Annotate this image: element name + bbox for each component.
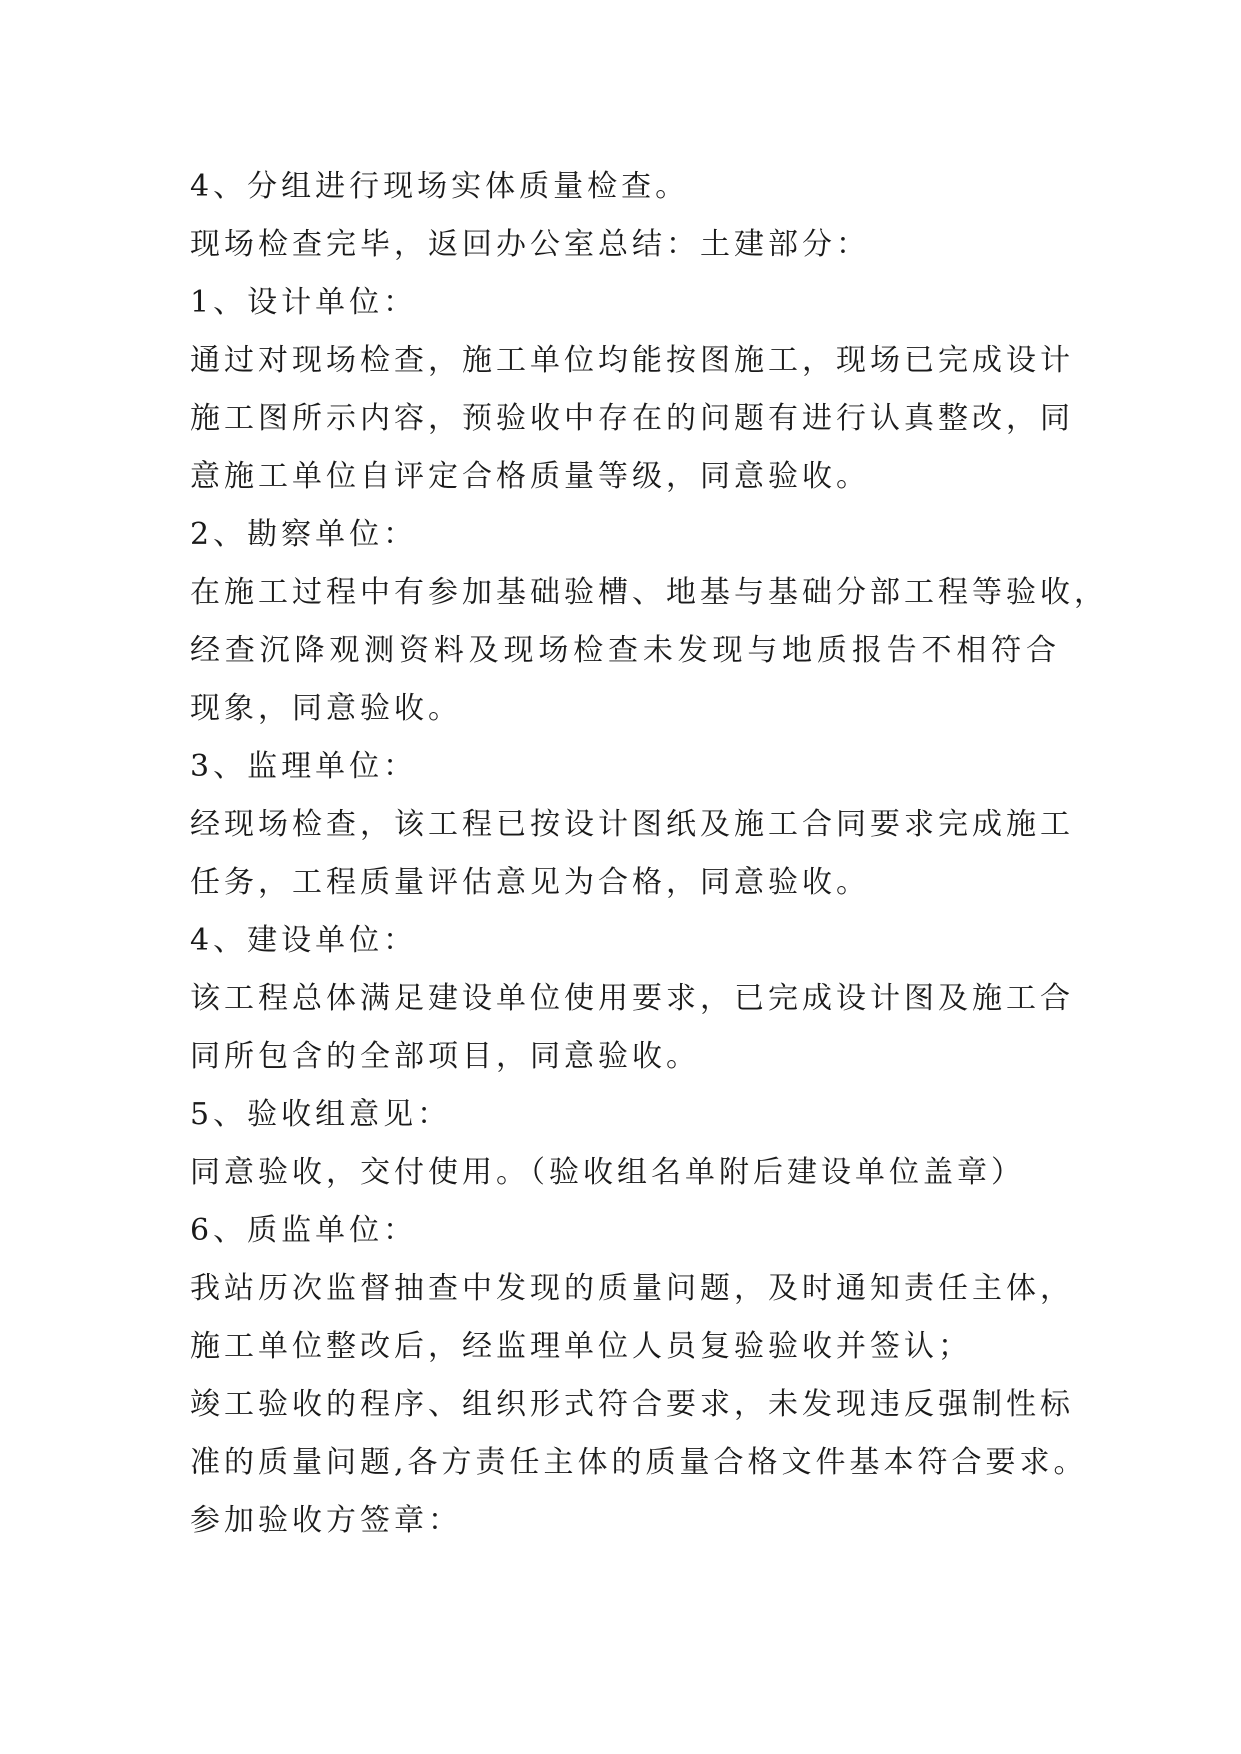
line-item-survey-unit-text-1: 在施工过程中有参加基础验槽、地基与基础分部工程等验收，: [190, 575, 1108, 610]
line-item-acceptance-group-heading: 5、验收组意见：: [190, 1097, 452, 1132]
line-item-quality-supervision-text-1: 我站历次监督抽查中发现的质量问题，及时通知责任主体，: [190, 1271, 1074, 1306]
line-item-supervision-unit-text-1: 经现场检查，该工程已按设计图纸及施工合同要求完成施工: [190, 807, 1074, 842]
line-item-design-unit-text-1: 通过对现场检查，施工单位均能按图施工，现场已完成设计: [190, 343, 1074, 378]
line-item-quality-supervision-text-3: 竣工验收的程序、组织形式符合要求，未发现违反强制性标: [190, 1387, 1074, 1422]
line-item-quality-supervision-text-4: 准的质量问题,各方责任主体的质量合格文件基本符合要求。: [190, 1445, 1088, 1480]
line-item-construction-unit-text-1: 该工程总体满足建设单位使用要求，已完成设计图及施工合: [190, 981, 1074, 1016]
line-item-construction-unit-text-2: 同所包含的全部项目，同意验收。: [190, 1039, 700, 1074]
line-item-construction-unit-heading: 4、建设单位：: [190, 923, 418, 958]
line-item-quality-supervision-heading: 6、质监单位：: [190, 1213, 418, 1248]
line-item-survey-unit-heading: 2、勘察单位：: [190, 517, 418, 552]
line-item-acceptance-group-text: 同意验收，交付使用。（验收组名单附后建设单位盖章）: [190, 1155, 1025, 1190]
line-item-supervision-unit-text-2: 任务，工程质量评估意见为合格，同意验收。: [190, 865, 870, 900]
line-item-survey-unit-text-3: 现象，同意验收。: [190, 691, 462, 726]
line-item-signature-heading: 参加验收方签章：: [190, 1503, 462, 1538]
document-body: [190, 158, 1108, 1550]
line-item-design-unit-heading: 1、设计单位：: [190, 285, 418, 320]
line-item-design-unit-text-3: 意施工单位自评定合格质量等级，同意验收。: [190, 459, 870, 494]
line-item-summary-heading: 现场检查完毕，返回办公室总结：土建部分：: [190, 227, 870, 262]
line-item-supervision-unit-heading: 3、监理单位：: [190, 749, 418, 784]
line-item-step-4-inspection: 4、分组进行现场实体质量检查。: [190, 169, 690, 204]
line-item-survey-unit-text-2: 经查沉降观测资料及现场检查未发现与地质报告不相符合: [190, 633, 1060, 668]
line-item-quality-supervision-text-2: 施工单位整改后，经监理单位人员复验验收并签认；: [190, 1329, 972, 1364]
line-item-design-unit-text-2: 施工图所示内容，预验收中存在的问题有进行认真整改，同: [190, 401, 1074, 436]
